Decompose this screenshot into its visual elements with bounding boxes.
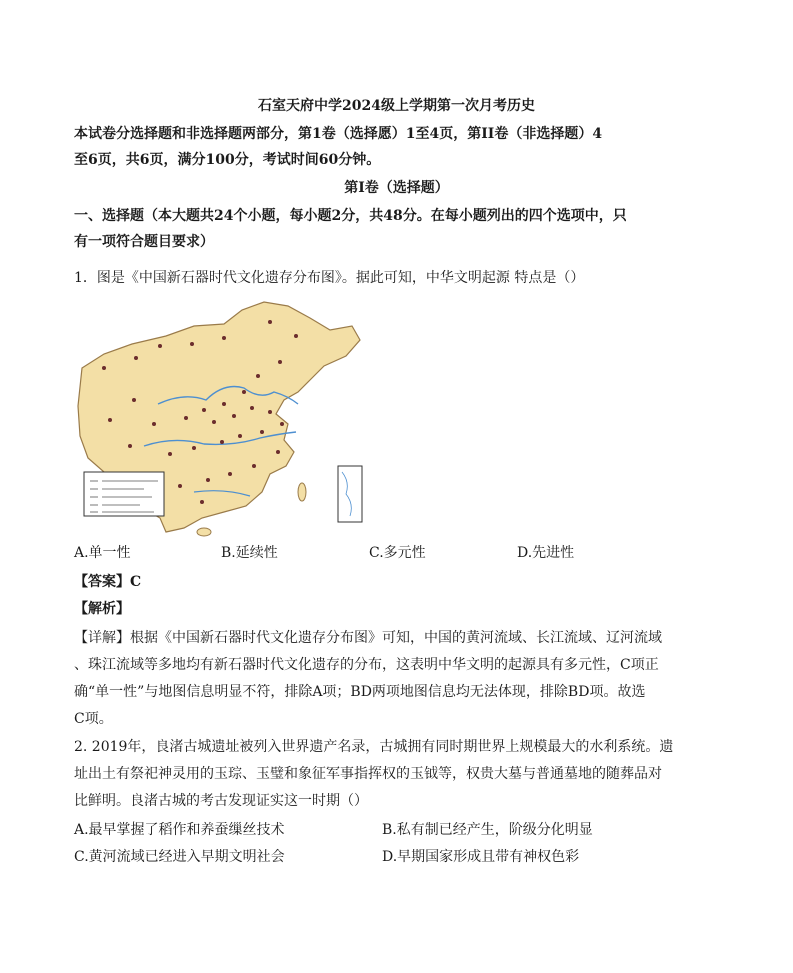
intro-line-1: 本试卷分选择题和非选择题两部分，第1卷（选择愿）1至4页，第II卷（非选择题）4 — [74, 126, 603, 142]
q2-option-d: D.早期国家形成且带有神权色彩 — [382, 849, 580, 865]
q1-detail-line-3: 确“单一性”与地图信息明显不符，排除A项；BD两项地图信息均无法体现，排除BD项。故选 — [74, 684, 646, 700]
section-title: 第I卷（选择题） — [344, 180, 449, 196]
q2-option-c: C.黄河流域已经进入早期文明社会 — [74, 849, 285, 865]
q2-option-a: A.最早掌握了稻作和养蚕缫丝技术 — [74, 822, 285, 838]
q1-option-c: C.多元性 — [369, 545, 426, 561]
q1-detail-line-1: 【详解】根据《中国新石器时代文化遗存分布图》可知，中国的黄河流域、长江流域、辽河流域 — [74, 630, 662, 646]
question-1-stem: 1．图是《中国新石器时代文化遗存分布图》。据此可知，中华文明起源 特点是（） — [74, 270, 585, 286]
instructions-line-2: 有一项符合题目要求） — [74, 234, 214, 250]
q1-option-a: A.单一性 — [74, 545, 131, 561]
q1-option-b: B.延续性 — [221, 545, 278, 561]
q1-analysis-label: 【解析】 — [74, 601, 130, 617]
question-2-stem-line-2: 址出土有祭祀神灵用的玉琮、玉璧和象征军事指挥权的玉钺等，权贵大墓与普通墓地的随葬品对 — [74, 766, 662, 782]
page-title: 石室天府中学2024级上学期第一次月考历史 — [258, 98, 535, 114]
question-2-stem-line-3: 比鲜明。良渚古城的考古发现证实这一时期（） — [74, 793, 368, 809]
q1-detail-line-2: 、珠江流域等多地均有新石器时代文化遗存的分布，这表明中华文明的起源具有多元性，C项正 — [74, 657, 659, 673]
q1-detail-line-4: C项。 — [74, 711, 113, 727]
intro-line-2: 至6页，共6页，满分100分，考试时间60分钟。 — [74, 152, 381, 168]
q1-option-d: D.先进性 — [517, 545, 575, 561]
q1-answer: 【答案】C — [74, 574, 142, 590]
q2-option-b: B.私有制已经产生，阶级分化明显 — [382, 822, 593, 838]
hainan-island — [197, 528, 211, 536]
map-legend — [84, 472, 164, 516]
question-2-stem-line-1: 2. 2019年，良渚古城遗址被列入世界遗产名录，古城拥有同时期世界上规模最大的水利系统。遗 — [74, 739, 674, 755]
south-china-sea-inset — [338, 466, 362, 522]
taiwan-island — [298, 483, 306, 501]
instructions-line-1: 一、选择题（本大题共24个小题，每小题2分，共48分。在每小题列出的四个选项中，只 — [74, 208, 627, 224]
neolithic-sites-map — [74, 296, 364, 538]
